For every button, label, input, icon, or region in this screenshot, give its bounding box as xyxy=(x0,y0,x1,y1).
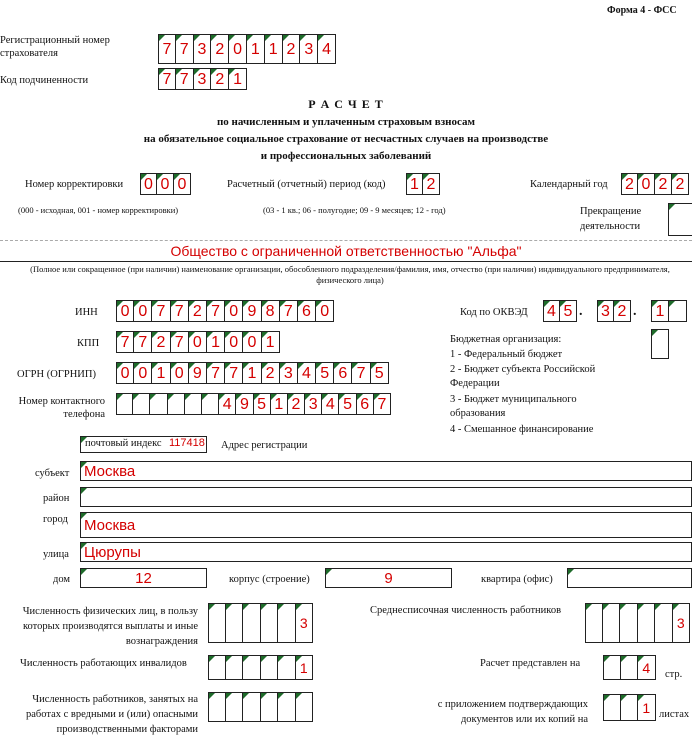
kpp-cells-cell[interactable]: 1 xyxy=(262,331,280,353)
ogrn-cells-cell[interactable]: 3 xyxy=(280,362,298,384)
ogrn-cells-cell[interactable]: 2 xyxy=(262,362,280,384)
phone-cells-cell[interactable] xyxy=(185,393,202,415)
reg-number-cells-cell[interactable]: 3 xyxy=(194,34,212,64)
title-line1: Р А С Ч Е Т xyxy=(308,97,384,111)
avg-cells-cell[interactable] xyxy=(585,603,603,643)
inn-cells-cell[interactable]: 8 xyxy=(262,300,280,322)
phone-cells-cell[interactable] xyxy=(150,393,167,415)
inn-cells-cell[interactable]: 7 xyxy=(280,300,298,322)
reg-number-cells-cell[interactable]: 1 xyxy=(247,34,265,64)
termination-box[interactable] xyxy=(668,203,692,236)
attach-cells[interactable] xyxy=(603,694,656,721)
avg-label: Среднесписочная численность работников xyxy=(370,605,562,616)
reg-number-cells-cell[interactable]: 4 xyxy=(318,34,336,64)
pages-cells-cell[interactable]: 4 xyxy=(638,655,656,680)
inn-cells-cell[interactable]: 0 xyxy=(134,300,152,322)
sub-code-cells-cell[interactable]: 7 xyxy=(158,68,176,90)
avg-cells-cell[interactable] xyxy=(655,603,673,643)
house-field[interactable]: 12 xyxy=(80,568,207,588)
correction-cells-cell[interactable]: 0 xyxy=(174,173,191,195)
budget-item-3: 3 - Бюджет муниципального образования xyxy=(450,394,577,419)
year-label: Календарный год xyxy=(530,179,608,190)
individuals-cells[interactable] xyxy=(208,603,313,643)
individuals-cells-cell[interactable] xyxy=(208,603,226,643)
disabled-cells[interactable] xyxy=(208,655,313,680)
subject-field[interactable]: Москва xyxy=(80,461,692,481)
period-cells-cell[interactable]: 1 xyxy=(406,173,423,195)
okved-part3[interactable] xyxy=(651,300,687,322)
inn-cells-cell[interactable]: 0 xyxy=(116,300,134,322)
sub-code-cells[interactable] xyxy=(158,68,247,90)
subject-label: субъект xyxy=(35,468,70,479)
reg-number-cells-cell[interactable]: 7 xyxy=(158,34,176,64)
pages-label: Расчет представлен на xyxy=(480,658,581,669)
period-cells-cell[interactable]: 2 xyxy=(423,173,440,195)
okved-part2-cell[interactable]: 2 xyxy=(614,300,631,322)
individuals-label: Численность физических лиц, в пользу которых производятся выплаты и иные вознаграждения xyxy=(22,606,198,647)
inn-cells-cell[interactable]: 7 xyxy=(152,300,170,322)
attach-unit: листах xyxy=(659,709,690,720)
sub-code-cells-cell[interactable]: 3 xyxy=(194,68,212,90)
avg-cells-cell[interactable] xyxy=(620,603,638,643)
inn-label: ИНН xyxy=(75,307,98,318)
flat-field[interactable] xyxy=(567,568,692,588)
sub-code-cells-cell[interactable]: 1 xyxy=(229,68,247,90)
year-cells-cell[interactable]: 2 xyxy=(672,173,689,195)
inn-cells-cell[interactable]: 2 xyxy=(189,300,207,322)
avg-cells-cell[interactable] xyxy=(603,603,621,643)
individuals-cells-cell[interactable] xyxy=(243,603,261,643)
ogrn-cells-cell[interactable]: 5 xyxy=(316,362,334,384)
phone-cells-cell[interactable]: 3 xyxy=(305,393,322,415)
reg-number-cells-cell[interactable]: 7 xyxy=(176,34,194,64)
title-line2: по начисленным и уплаченным страховым взносам xyxy=(216,116,476,128)
budget-item-1: 1 - Федеральный бюджет xyxy=(450,349,563,360)
form-code: Форма 4 - ФСС xyxy=(607,5,677,16)
disabled-cells-cell[interactable] xyxy=(261,655,279,680)
reg-number-cells[interactable] xyxy=(158,34,336,64)
year-cells-cell[interactable]: 0 xyxy=(638,173,655,195)
ogrn-cells-cell[interactable]: 4 xyxy=(298,362,316,384)
postcode-label: почтовый индекс xyxy=(85,438,162,449)
okved-part1-cell[interactable]: 5 xyxy=(560,300,577,322)
avg-cells[interactable] xyxy=(585,603,690,643)
okved-part3-cell[interactable]: 1 xyxy=(651,300,669,322)
ogrn-cells-cell[interactable]: 7 xyxy=(207,362,225,384)
address-title: Адрес регистрации xyxy=(221,440,308,451)
reg-number-cells-cell[interactable]: 2 xyxy=(211,34,229,64)
avg-cells-cell[interactable]: 3 xyxy=(673,603,691,643)
reg-number-cells-cell[interactable]: 1 xyxy=(265,34,283,64)
hazard-cells[interactable] xyxy=(208,692,313,722)
year-cells[interactable] xyxy=(621,173,689,195)
budget-title: Бюджетная организация: xyxy=(450,334,562,345)
attach-cells-cell[interactable]: 1 xyxy=(638,694,656,721)
pages-cells[interactable] xyxy=(603,655,656,680)
phone-cells-cell[interactable]: 4 xyxy=(322,393,339,415)
ogrn-cells[interactable] xyxy=(116,362,389,384)
pages-cells-cell[interactable] xyxy=(621,655,639,680)
correction-cells-cell[interactable]: 0 xyxy=(157,173,174,195)
phone-cells-cell[interactable]: 5 xyxy=(339,393,356,415)
ogrn-cells-cell[interactable]: 7 xyxy=(225,362,243,384)
phone-cells-cell[interactable] xyxy=(202,393,219,415)
city-label: город xyxy=(43,514,68,525)
disabled-cells-cell[interactable] xyxy=(278,655,296,680)
title-line4: и профессиональных заболеваний xyxy=(260,150,432,162)
kpp-cells-cell[interactable]: 7 xyxy=(171,331,189,353)
inn-cells-cell[interactable]: 6 xyxy=(298,300,316,322)
kpp-cells-cell[interactable]: 0 xyxy=(243,331,261,353)
disabled-cells-cell[interactable] xyxy=(208,655,226,680)
phone-cells-cell[interactable] xyxy=(133,393,150,415)
ogrn-label: ОГРН (ОГРНИП) xyxy=(17,369,96,380)
individuals-cells-cell[interactable] xyxy=(226,603,244,643)
disabled-cells-cell[interactable] xyxy=(243,655,261,680)
building-label: корпус (строение) xyxy=(229,574,310,585)
org-name[interactable]: Общество с ограниченной ответственностью "Альфа" xyxy=(170,243,522,259)
title-line3: на обязательное социальное страхование от несчастных случаев на производстве xyxy=(143,133,549,145)
budget-box[interactable] xyxy=(651,329,669,359)
phone-cells-cell[interactable] xyxy=(168,393,185,415)
district-label: район xyxy=(43,493,70,504)
postcode-value[interactable]: 117418 xyxy=(169,437,205,449)
period-label: Расчетный (отчетный) период (код) xyxy=(227,179,386,190)
budget-item-4: 4 - Смешанное финансирование xyxy=(450,424,594,435)
disabled-cells-cell[interactable] xyxy=(226,655,244,680)
sub-code-label: Код подчиненности xyxy=(0,75,89,86)
kpp-cells-cell[interactable]: 0 xyxy=(225,331,243,353)
avg-cells-cell[interactable] xyxy=(638,603,656,643)
termination-label: Прекращение деятельности xyxy=(580,206,642,232)
phone-cells-cell[interactable]: 6 xyxy=(357,393,374,415)
period-hint: (03 - 1 кв.; 06 - полугодие; 09 - 9 месяцев; 12 - год) xyxy=(263,205,446,215)
individuals-cells-cell[interactable] xyxy=(261,603,279,643)
sub-code-cells-cell[interactable]: 7 xyxy=(176,68,194,90)
house-label: дом xyxy=(53,574,71,585)
phone-cells-cell[interactable] xyxy=(116,393,133,415)
attach-cells-cell[interactable] xyxy=(603,694,621,721)
kpp-cells-cell[interactable]: 7 xyxy=(134,331,152,353)
reg-number-cells-cell[interactable]: 3 xyxy=(300,34,318,64)
okved-part3-cell[interactable] xyxy=(669,300,687,322)
phone-cells-cell[interactable]: 7 xyxy=(374,393,391,415)
ogrn-cells-cell[interactable]: 1 xyxy=(152,362,170,384)
okved-part2-cell[interactable]: 3 xyxy=(597,300,614,322)
phone-cells-cell[interactable]: 2 xyxy=(288,393,305,415)
correction-cells-cell[interactable]: 0 xyxy=(140,173,157,195)
hazard-cells-cell[interactable] xyxy=(208,692,226,722)
individuals-cells-cell[interactable] xyxy=(278,603,296,643)
street-label: улица xyxy=(43,549,69,560)
kpp-cells[interactable] xyxy=(116,331,280,353)
ogrn-cells-cell[interactable]: 0 xyxy=(116,362,134,384)
inn-cells-cell[interactable]: 0 xyxy=(316,300,334,322)
reg-number-label: Регистрационный номер страхователя xyxy=(0,35,110,59)
ogrn-cells-cell[interactable]: 5 xyxy=(371,362,389,384)
correction-cells[interactable] xyxy=(140,173,191,195)
hazard-cells-cell[interactable] xyxy=(261,692,279,722)
hazard-cells-cell[interactable] xyxy=(226,692,244,722)
kpp-label: КПП xyxy=(77,338,100,349)
org-name-hint: (Полное или сокращенное (при наличии) наименование организации, обособленного подразделения/фамилия, имя, отчество (при наличии) индивидуального предпринимателя, физического лица) xyxy=(30,264,670,285)
okved-part1-cell[interactable]: 4 xyxy=(543,300,560,322)
okved-part1[interactable] xyxy=(543,300,577,322)
okved-part2[interactable] xyxy=(597,300,631,322)
inn-cells-cell[interactable]: 0 xyxy=(225,300,243,322)
attach-label: с приложением подтверждающих документов или их копий на xyxy=(437,699,588,725)
individuals-cells-cell[interactable]: 3 xyxy=(296,603,314,643)
hazard-label: Численность работников, занятых на работах с вредными и (или) опасными производственными факторами xyxy=(25,694,198,735)
correction-label: Номер корректировки xyxy=(25,179,124,190)
period-cells[interactable] xyxy=(406,173,440,195)
ogrn-cells-cell[interactable]: 0 xyxy=(134,362,152,384)
pages-unit: стр. xyxy=(665,669,683,680)
inn-cells-cell[interactable]: 9 xyxy=(243,300,261,322)
disabled-label: Численность работающих инвалидов xyxy=(20,658,187,669)
street-field[interactable]: Цюрупы xyxy=(80,542,692,562)
kpp-cells-cell[interactable]: 2 xyxy=(152,331,170,353)
phone-cells[interactable] xyxy=(116,393,391,415)
pages-cells-cell[interactable] xyxy=(603,655,621,680)
kpp-cells-cell[interactable]: 7 xyxy=(116,331,134,353)
ogrn-cells-cell[interactable]: 1 xyxy=(243,362,261,384)
inn-cells[interactable] xyxy=(116,300,334,322)
phone-label: Номер контактного телефона xyxy=(18,396,105,420)
phone-cells-cell[interactable]: 4 xyxy=(219,393,236,415)
kpp-cells-cell[interactable]: 1 xyxy=(207,331,225,353)
kpp-cells-cell[interactable]: 0 xyxy=(189,331,207,353)
reg-number-cells-cell[interactable]: 2 xyxy=(283,34,301,64)
hazard-cells-cell[interactable] xyxy=(296,692,314,722)
ogrn-cells-cell[interactable]: 9 xyxy=(189,362,207,384)
ogrn-cells-cell[interactable]: 0 xyxy=(171,362,189,384)
building-field[interactable]: 9 xyxy=(325,568,452,588)
sub-code-cells-cell[interactable]: 2 xyxy=(211,68,229,90)
ogrn-cells-cell[interactable]: 7 xyxy=(352,362,370,384)
inn-cells-cell[interactable]: 7 xyxy=(207,300,225,322)
phone-cells-cell[interactable]: 1 xyxy=(271,393,288,415)
year-cells-cell[interactable]: 2 xyxy=(621,173,638,195)
okved-label: Код по ОКВЭД xyxy=(460,307,528,318)
inn-cells-cell[interactable]: 7 xyxy=(171,300,189,322)
correction-hint: (000 - исходная, 001 - номер корректировки) xyxy=(18,205,179,215)
disabled-cells-cell[interactable]: 1 xyxy=(296,655,314,680)
phone-cells-cell[interactable]: 5 xyxy=(254,393,271,415)
budget-item-2: 2 - Бюджет субъекта Российской Федерации xyxy=(450,364,596,389)
year-cells-cell[interactable]: 2 xyxy=(655,173,672,195)
flat-label: квартира (офис) xyxy=(481,574,553,585)
ogrn-cells-cell[interactable]: 6 xyxy=(334,362,352,384)
postcode-box[interactable] xyxy=(80,436,207,453)
hazard-cells-cell[interactable] xyxy=(243,692,261,722)
attach-cells-cell[interactable] xyxy=(621,694,639,721)
reg-number-cells-cell[interactable]: 0 xyxy=(229,34,247,64)
hazard-cells-cell[interactable] xyxy=(278,692,296,722)
district-field[interactable] xyxy=(80,487,692,507)
city-field[interactable]: Москва xyxy=(80,512,692,538)
phone-cells-cell[interactable]: 9 xyxy=(236,393,253,415)
